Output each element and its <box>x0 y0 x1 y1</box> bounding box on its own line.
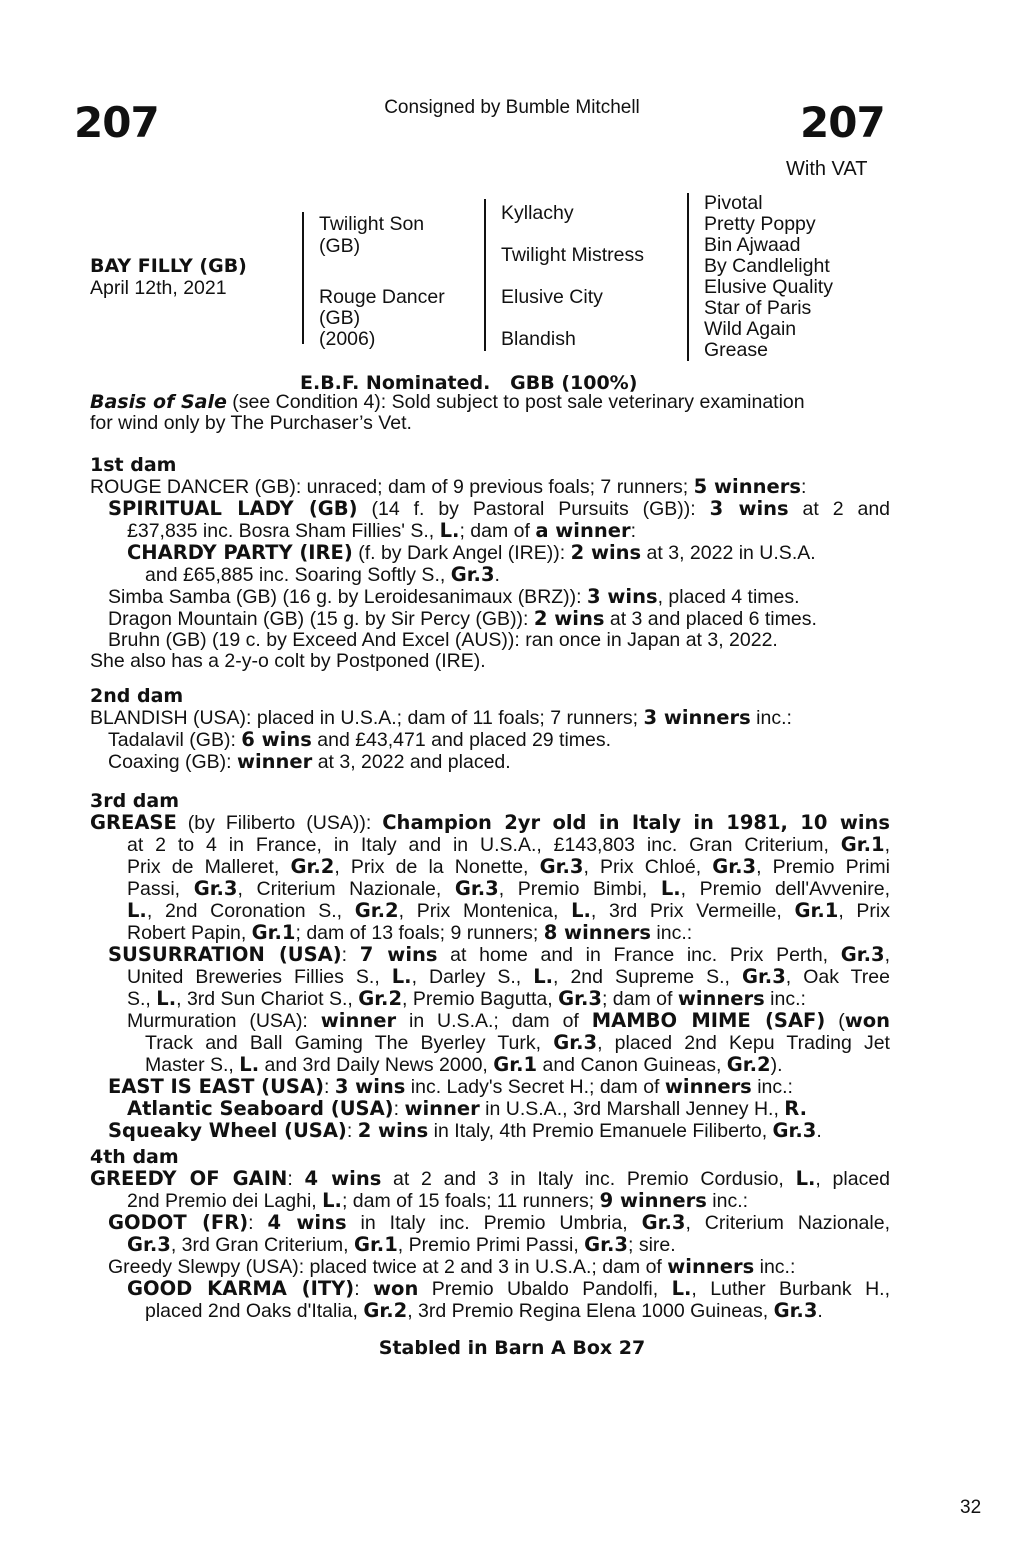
list-item: GREEDY OF GAIN: 4 wins at 2 and 3 in Italy inc. Premio Cordusio, L., placed <box>90 1167 891 1190</box>
pedigree-bracket-1 <box>302 212 304 344</box>
list-item: Gr.3, 3rd Gran Criterium, Gr.1, Premio Primi Passi, Gr.3; sire. <box>127 1233 676 1256</box>
list-item: Coaxing (GB): winner at 3, 2022 and placed. <box>108 750 511 773</box>
second-dam-section <box>90 686 890 773</box>
consignor: Consigned by Bumble Mitchell <box>384 97 640 118</box>
pedigree-granddam-sire: Elusive City <box>501 286 603 308</box>
list-item: BLANDISH (USA): placed in U.S.A.; dam of 11 foals; 7 runners; 3 winners inc.: <box>90 706 792 729</box>
nominations: E.B.F. Nominated. GBB (100%) <box>300 372 638 394</box>
list-item: Atlantic Seaboard (USA): winner in U.S.A., 3rd Marshall Jenney H., R. <box>127 1097 808 1120</box>
list-item: Murmuration (USA): winner in U.S.A.; dam of MAMBO MIME (SAF) (won <box>127 1009 890 1032</box>
list-item: EAST IS EAST (USA): 3 wins inc. Lady's Secret H.; dam of winners inc.: <box>108 1075 793 1098</box>
vat-note: With VAT <box>786 158 868 180</box>
horse-dob: April 12th, 2021 <box>90 277 227 299</box>
list-item: SPIRITUAL LADY (GB) (14 f. by Pastoral Pursuits (GB)): 3 wins at 2 and <box>108 497 891 520</box>
lot-number-left: 207 <box>74 98 159 147</box>
list-item: Tadalavil (GB): 6 wins and £43,471 and placed 29 times. <box>108 728 612 751</box>
horse-name: BAY FILLY (GB) <box>90 255 247 277</box>
pedigree-bracket-3 <box>687 193 689 361</box>
list-item: United Breweries Fillies S., L., Darley S., L., 2nd Supreme S., Gr.3, Oak Tree <box>127 965 890 988</box>
list-item: S., L., 3rd Sun Chariot S., Gr.2, Premio Bagutta, Gr.3; dam of winners inc.: <box>127 987 806 1010</box>
section-heading: 2nd dam <box>90 685 184 707</box>
list-item: £37,835 inc. Bosra Sham Fillies' S., L.; dam of a winner: <box>127 519 637 542</box>
list-item: L., 2nd Coronation S., Gr.2, Prix Montenica, L., 3rd Prix Vermeille, Gr.1, Prix <box>127 899 890 922</box>
stabling-note: Stabled in Barn A Box 27 <box>378 1337 646 1359</box>
list-item: Track and Ball Gaming The Byerley Turk, Gr.3, placed 2nd Kepu Trading Jet <box>145 1031 890 1054</box>
pedigree-grandsire: Kyllachy <box>501 202 574 224</box>
list-item: Dragon Mountain (GB) (15 g. by Sir Percy (GB)): 2 wins at 3 and placed 6 times. <box>108 607 817 630</box>
page-number: 32 <box>960 1497 982 1518</box>
list-item: GOOD KARMA (ITY): won Premio Ubaldo Pandolfi, L., Luther Burbank H., <box>127 1277 890 1300</box>
basis-of-sale: Basis of Sale (see Condition 4): Sold subject to post sale veterinary examination <box>90 391 805 413</box>
basis-of-sale-cont: for wind only by The Purchaser’s Vet. <box>90 412 412 434</box>
third-dam-section <box>90 791 890 1142</box>
list-item: at 2 to 4 in France, in Italy and in U.S.A., £143,803 inc. Gran Criterium, Gr.1, <box>127 833 890 856</box>
list-item: SUSURRATION (USA): 7 wins at home and in France inc. Prix Perth, Gr.3, <box>108 943 891 966</box>
pedigree-sire: Twilight Son (GB) <box>319 213 425 257</box>
pedigree-granddam: Blandish <box>501 328 576 350</box>
list-item: Greedy Slewpy (USA): placed twice at 2 and 3 in U.S.A.; dam of winners inc.: <box>108 1255 796 1278</box>
list-item: CHARDY PARTY (IRE) (f. by Dark Angel (IRE)): 2 wins at 3, 2022 in U.S.A. <box>127 541 816 564</box>
basis-label: Basis of Sale <box>90 391 227 413</box>
pedigree-great-grandparents: Pivotal Pretty Poppy Bin Ajwaad By Candlelight Elusive Quality Star of Paris Wild Again Grease <box>704 192 833 361</box>
section-heading: 1st dam <box>90 454 177 476</box>
list-item: Squeaky Wheel (USA): 2 wins in Italy, 4th Premio Emanuele Filiberto, Gr.3. <box>108 1119 822 1142</box>
list-item: Bruhn (GB) (19 c. by Exceed And Excel (AUS)): ran once in Japan at 3, 2022. <box>108 629 778 651</box>
pedigree-bracket-2 <box>484 199 486 351</box>
section-heading: 4th dam <box>90 1146 179 1168</box>
list-item: 2nd Premio dei Laghi, L.; dam of 15 foals; 11 runners; 9 winners inc.: <box>127 1189 749 1212</box>
pedigree-grandsire-dam: Twilight Mistress <box>501 244 645 266</box>
list-item: Simba Samba (GB) (16 g. by Leroidesanimaux (BRZ)): 3 wins, placed 4 times. <box>108 585 800 608</box>
list-item: Passi, Gr.3, Criterium Nazionale, Gr.3, Premio Bimbi, L., Premio dell'Avvenire, <box>127 877 890 900</box>
list-item: She also has a 2-y-o colt by Postponed (IRE). <box>90 650 486 672</box>
horse-info <box>90 256 247 299</box>
lot-number-right: 207 <box>800 98 885 147</box>
first-dam-section <box>90 455 890 672</box>
list-item: Master S., L. and 3rd Daily News 2000, Gr.1 and Canon Guineas, Gr.2). <box>145 1053 783 1076</box>
list-item: GODOT (FR): 4 wins in Italy inc. Premio Umbria, Gr.3, Criterium Nazionale, <box>108 1211 890 1234</box>
section-heading: 3rd dam <box>90 790 180 812</box>
list-item: placed 2nd Oaks d'Italia, Gr.2, 3rd Premio Regina Elena 1000 Guineas, Gr.3. <box>145 1299 823 1322</box>
list-item: GREASE (by Filiberto (USA)): Champion 2yr old in Italy in 1981, 10 wins <box>90 811 891 834</box>
list-item: ROUGE DANCER (GB): unraced; dam of 9 previous foals; 7 runners; 5 winners: <box>90 475 807 498</box>
list-item: Prix de Malleret, Gr.2, Prix de la Nonette, Gr.3, Prix Chloé, Gr.3, Premio Primi <box>127 855 890 878</box>
list-item: and £65,885 inc. Soaring Softly S., Gr.3. <box>145 563 500 586</box>
pedigree-dam: Rouge Dancer (GB) (2006) <box>319 286 445 350</box>
fourth-dam-section <box>90 1147 890 1322</box>
list-item: Robert Papin, Gr.1; dam of 13 foals; 9 runners; 8 winners inc.: <box>127 921 693 944</box>
